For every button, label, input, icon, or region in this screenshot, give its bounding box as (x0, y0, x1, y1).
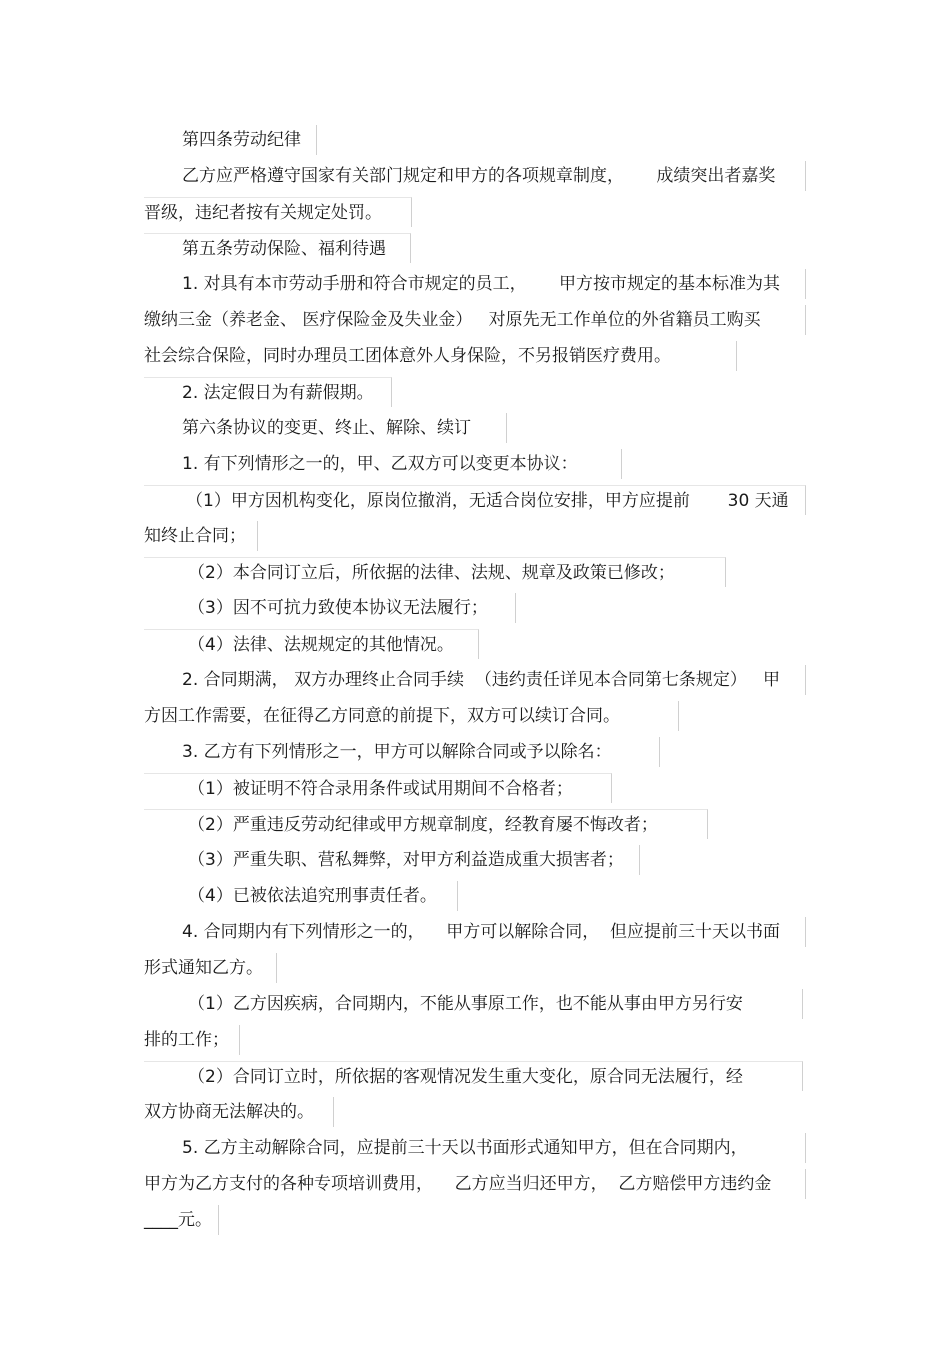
paragraph-line: 5. 乙方主动解除合同，应提前三十天以书面形式通知甲方，但在合同期内， (182, 1133, 806, 1163)
paragraph-line: 2. 合同期满， 双方办理终止合同手续 （违约责任详见本合同第七条规定） 甲 (182, 665, 806, 695)
list-item: （1）乙方因疾病，合同期内，不能从事原工作，也不能从事由甲方另行安 (188, 989, 803, 1019)
paragraph-line: 晋级，违纪者按有关规定处罚。 (144, 197, 412, 227)
paragraph-line: 1. 有下列情形之一的，甲、乙双方可以变更本协议： (182, 449, 622, 479)
paragraph-line: 社会综合保险，同时办理员工团体意外人身保险，不另报销医疗费用。 (144, 341, 737, 371)
list-item-continuation: 排的工作； (144, 1025, 240, 1055)
list-item-continuation: 知终止合同； (144, 521, 258, 551)
paragraph-line: 2. 法定假日为有薪假期。 (144, 377, 392, 407)
list-item: （2）本合同订立后，所依据的法律、法规、规章及政策已修改； (144, 557, 726, 587)
paragraph-line: 1. 对具有本市劳动手册和符合市规定的员工， 甲方按市规定的基本标准为其 (182, 269, 806, 299)
paragraph-line: 缴纳三金（养老金、 医疗保险金及失业金） 对原先无工作单位的外省籍员工购买 (144, 305, 806, 335)
list-item: （3）因不可抗力致使本协议无法履行； (188, 593, 516, 623)
list-item: （2）严重违反劳动纪律或甲方规章制度，经教育屡不悔改者； (144, 809, 708, 839)
paragraph-line: 形式通知乙方。 (144, 953, 277, 983)
paragraph-line: 甲方为乙方支付的各种专项培训费用， 乙方应当归还甲方， 乙方赔偿甲方违约金 (144, 1169, 806, 1199)
paragraph-line: 3. 乙方有下列情形之一，甲方可以解除合同或予以除名： (182, 737, 660, 767)
list-item: （1）被证明不符合录用条件或试用期间不合格者； (144, 773, 612, 803)
section-5-heading: 第五条劳动保险、福利待遇 (144, 233, 411, 263)
paragraph-line: ____元。 (144, 1205, 219, 1235)
list-item-continuation: 双方协商无法解决的。 (144, 1097, 334, 1127)
section-4-heading: 第四条劳动纪律 (182, 125, 317, 155)
section-6-heading: 第六条协议的变更、终止、解除、续订 (182, 413, 507, 443)
paragraph-line: 乙方应严格遵守国家有关部门规定和甲方的各项规章制度， 成绩突出者嘉奖 (182, 161, 806, 191)
list-item: （1）甲方因机构变化，原岗位撤消，无适合岗位安排，甲方应提前 30 天通 (144, 485, 806, 515)
list-item: （2）合同订立时，所依据的客观情况发生重大变化，原合同无法履行，经 (144, 1061, 803, 1091)
list-item: （3）严重失职、营私舞弊，对甲方利益造成重大损害者； (188, 845, 640, 875)
paragraph-line: 方因工作需要，在征得乙方同意的前提下，双方可以续订合同。 (144, 701, 679, 731)
list-item: （4）法律、法规规定的其他情况。 (144, 629, 479, 659)
list-item: （4）已被依法追究刑事责任者。 (188, 881, 458, 911)
paragraph-line: 4. 合同期内有下列情形之一的， 甲方可以解除合同， 但应提前三十天以书面 (182, 917, 806, 947)
